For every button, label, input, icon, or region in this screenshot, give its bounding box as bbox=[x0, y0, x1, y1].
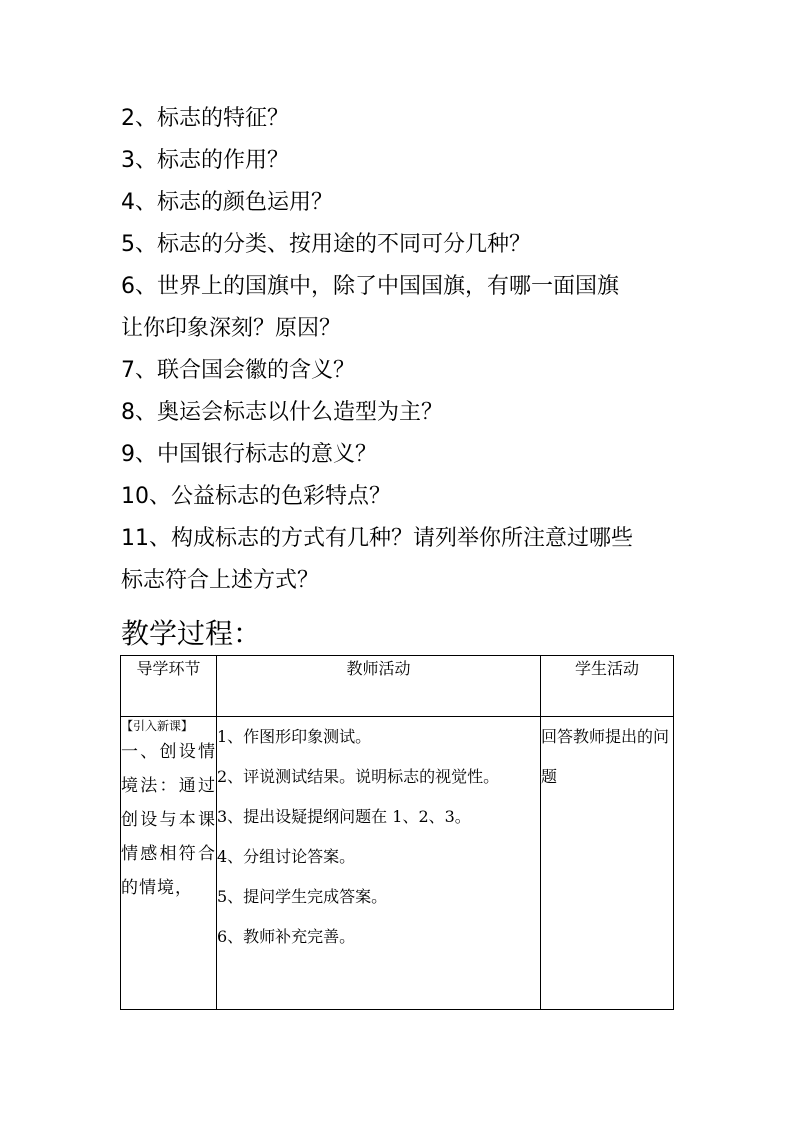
list-item: 3、提出设疑提纲问题在 1、2、3。 bbox=[217, 807, 471, 826]
header-stage: 导学环节 bbox=[121, 656, 217, 717]
question-line: 11、构成标志的方式有几种？请列举你所注意过哪些 bbox=[121, 526, 633, 551]
question-line: 4、标志的颜色运用？ bbox=[121, 190, 333, 215]
question-line: 2、标志的特征？ bbox=[121, 106, 289, 131]
stage-tag: 【引入新课】 bbox=[121, 719, 194, 733]
teaching-process-table bbox=[120, 655, 674, 1010]
list-item: 4、分组讨论答案。 bbox=[217, 847, 356, 866]
question-list bbox=[121, 98, 701, 602]
question-line: 3、标志的作用？ bbox=[121, 148, 289, 173]
list-item: 5、提问学生完成答案。 bbox=[217, 887, 388, 906]
question-line: 7、联合国会徽的含义？ bbox=[121, 358, 355, 383]
table-header-row bbox=[121, 656, 674, 717]
stage-cell bbox=[121, 717, 217, 1010]
table-row bbox=[121, 717, 674, 1010]
question-line: 5、标志的分类、按用途的不同可分几种？ bbox=[121, 232, 531, 257]
section-title: 教学过程： bbox=[121, 617, 262, 650]
question-line: 6、世界上的国旗中，除了中国国旗，有哪一面国旗 bbox=[121, 274, 619, 299]
list-item: 2、评说测试结果。说明标志的视觉性。 bbox=[217, 767, 500, 786]
teacher-activity-list bbox=[217, 717, 540, 957]
question-line: 10、公益标志的色彩特点？ bbox=[121, 484, 391, 509]
question-line: 让你印象深刻？原因？ bbox=[121, 316, 342, 341]
teacher-activity-cell bbox=[217, 717, 541, 1010]
header-teacher-activity: 教师活动 bbox=[217, 656, 541, 717]
list-item: 6、教师补充完善。 bbox=[217, 927, 356, 946]
student-activity-cell: 回答教师提出的问题 bbox=[541, 717, 674, 1010]
header-student-activity: 学生活动 bbox=[541, 656, 674, 717]
question-line: 9、中国银行标志的意义？ bbox=[121, 442, 377, 467]
question-line: 8、奥运会标志以什么造型为主？ bbox=[121, 400, 443, 425]
list-item: 1、作图形印象测试。 bbox=[217, 727, 372, 746]
question-line: 标志符合上述方式？ bbox=[121, 568, 320, 593]
stage-description: 一、创设情境法：通过创设与本课情感相符合的情境， bbox=[121, 742, 216, 898]
